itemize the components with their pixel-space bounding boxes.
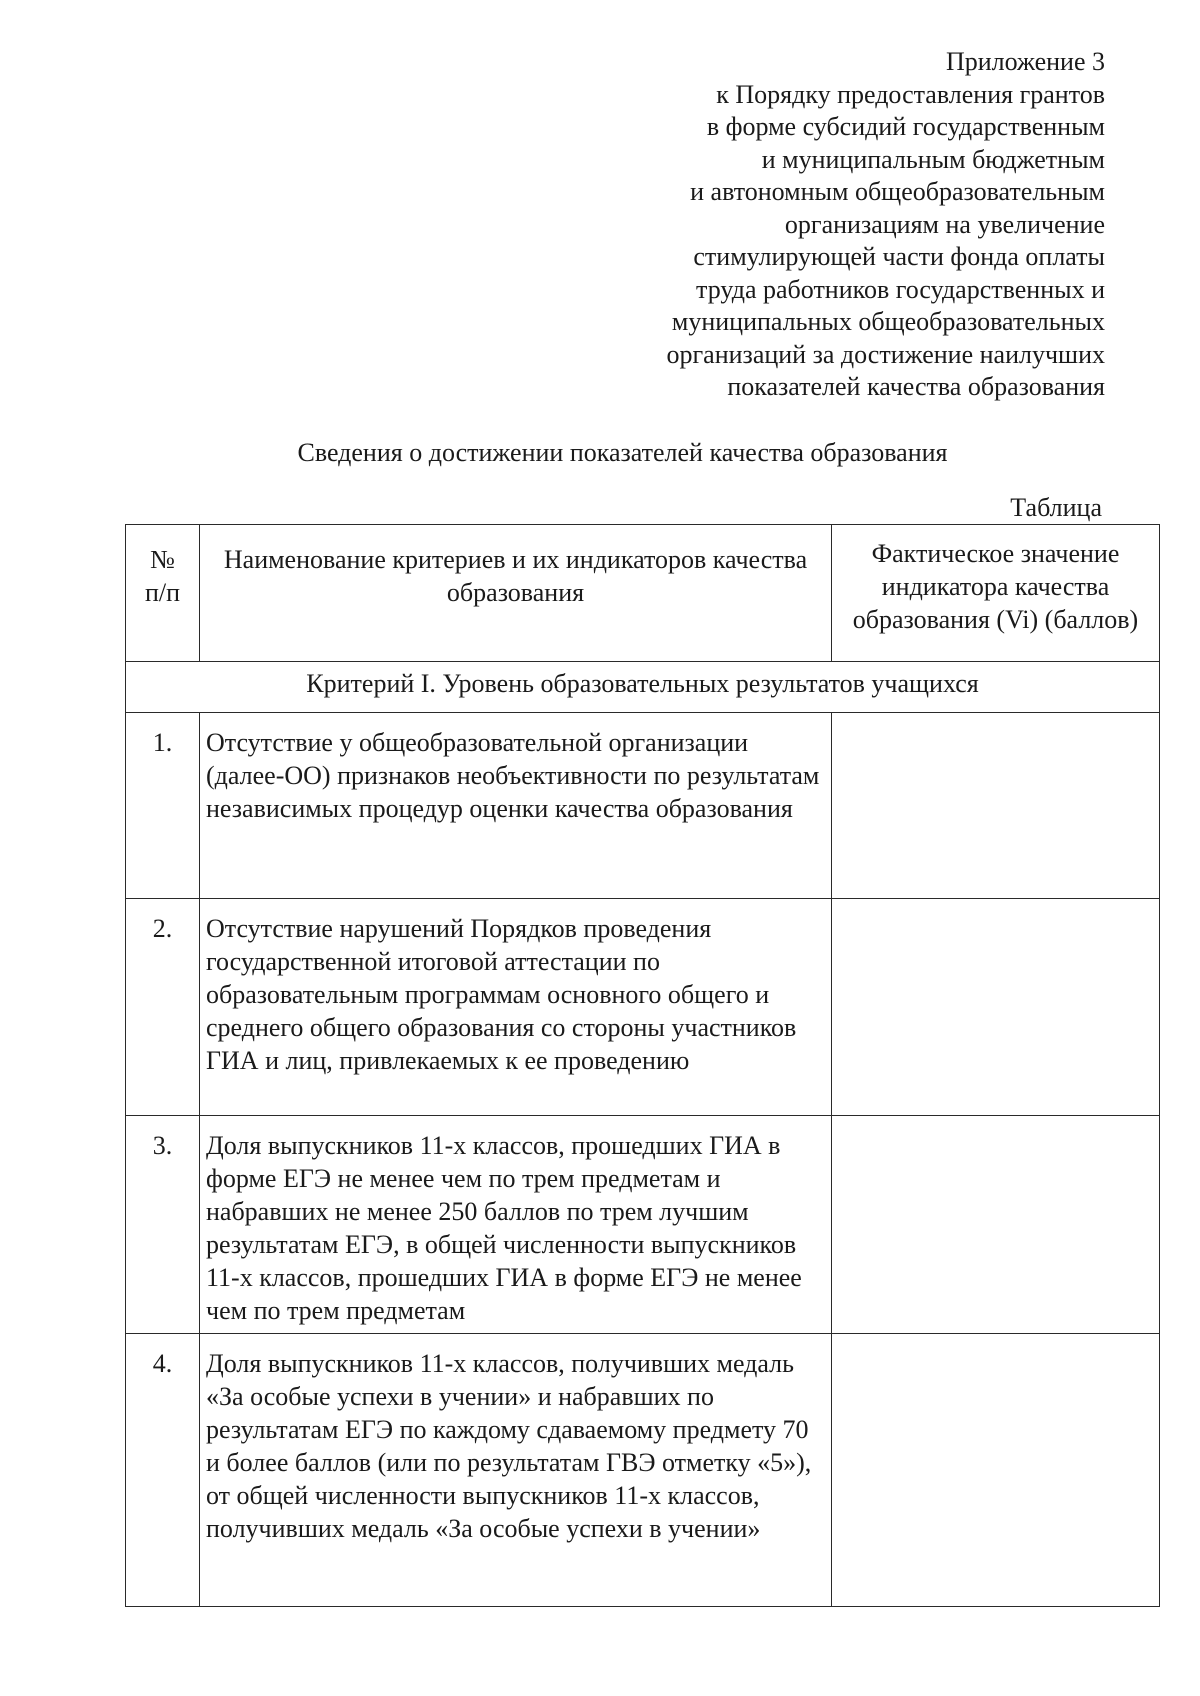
header-number-abbr: п/п — [144, 578, 181, 607]
row-number: 4. — [126, 1334, 200, 1607]
table-row — [126, 713, 1160, 899]
document-title: Сведения о достижении показателей качества образования — [297, 438, 948, 467]
header-name: Наименование критериев и их индикаторов качества образования — [200, 525, 832, 662]
row-indicator-text: Доля выпускников 11-х классов, получивших медаль «За особые успехи в учении» и набравших по результатам ЕГЭ по каждому сдаваемому предмету 70 и более баллов (или по результатам ГВЭ отметку «5»), от общей численности выпускников 11-х классов, получивших медаль «За особые успехи в учении» — [200, 1334, 832, 1607]
appendix-line: стимулирующей части фонда оплаты — [693, 242, 1105, 271]
row-value-cell[interactable] — [832, 713, 1160, 899]
appendix-line: организациям на увеличение — [784, 209, 1105, 239]
row-indicator-text: Доля выпускников 11-х классов, прошедших ГИА в форме ЕГЭ не менее чем по трем предметам и набравших не менее 250 баллов по трем лучшим результатам ЕГЭ, в общей численности выпускников 11-х классов, прошедших ГИА в форме ЕГЭ не менее чем по трем предметам — [200, 1116, 832, 1334]
header-value-line: Фактическое значение — [871, 539, 1120, 568]
appendix-line: Приложение 3 — [945, 47, 1105, 76]
row-indicator-text: Отсутствие у общеобразовательной организации (далее-ОО) признаков необъективности по результатам независимых процедур оценки качества образования — [200, 713, 832, 899]
row-value-cell[interactable] — [832, 1334, 1160, 1607]
header-value — [832, 525, 1160, 662]
appendix-line: труда работников государственных и — [696, 274, 1105, 304]
table-row — [126, 1116, 1160, 1334]
header-value-line: образования (Vi) (баллов) — [852, 605, 1139, 634]
appendix-line: и муниципальным бюджетным — [761, 144, 1105, 174]
header-number-symbol: № — [150, 545, 175, 574]
appendix-line: муниципальных общеобразовательных — [671, 307, 1105, 336]
row-value-cell[interactable] — [832, 1116, 1160, 1334]
header-number — [126, 525, 200, 662]
table-header-row — [126, 525, 1160, 662]
criterion-row — [126, 662, 1160, 713]
criterion-title: Критерий I. Уровень образовательных результатов учащихся — [126, 662, 1160, 713]
header-value-line: индикатора качества — [881, 572, 1110, 601]
appendix-line: показателей качества образования — [727, 372, 1105, 401]
quality-indicators-table — [125, 524, 1160, 1607]
appendix-line: к Порядку предоставления грантов — [716, 79, 1105, 109]
table-row — [126, 1334, 1160, 1607]
table-label: Таблица — [1010, 493, 1102, 522]
row-number: 2. — [126, 899, 200, 1116]
row-value-cell[interactable] — [832, 899, 1160, 1116]
row-number: 1. — [126, 713, 200, 899]
appendix-heading — [545, 46, 1105, 404]
row-indicator-text: Отсутствие нарушений Порядков проведения государственной итоговой аттестации по образовательным программам основного общего и среднего общего образования со стороны участников ГИА и лиц, привлекаемых к ее проведению — [200, 899, 832, 1116]
appendix-line: в форме субсидий государственным — [706, 112, 1105, 141]
row-number: 3. — [126, 1116, 200, 1334]
appendix-line: и автономным общеобразовательным — [690, 177, 1105, 206]
table-row — [126, 899, 1160, 1116]
appendix-line: организаций за достижение наилучших — [666, 339, 1105, 369]
